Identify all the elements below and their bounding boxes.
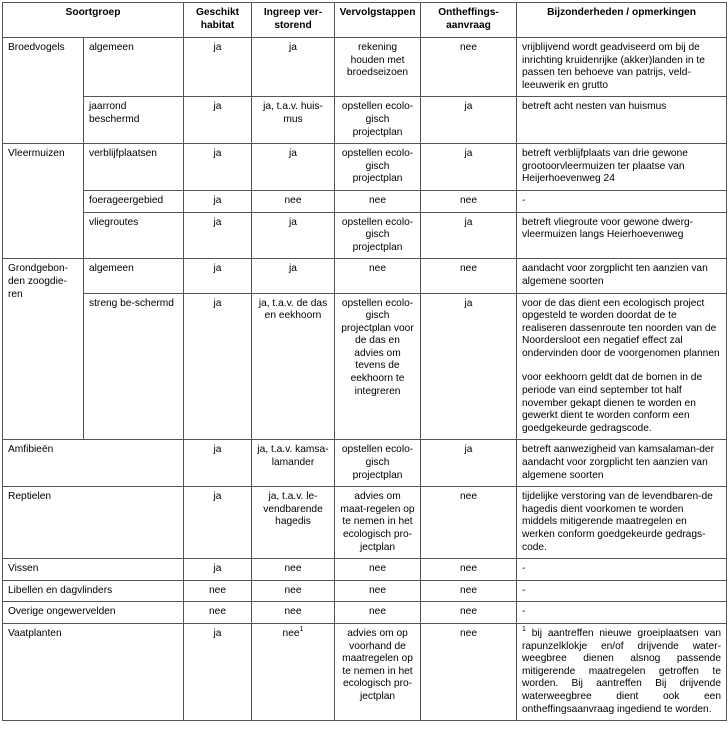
cell-opmerking: betreft acht nesten van huismus — [517, 97, 727, 144]
header-vervolgstappen: Vervolgstappen — [335, 3, 421, 38]
cell-opmerking — [517, 623, 727, 720]
opmerking-zorgplicht: aandacht voor zorgplicht ten aanzien van algemene soorten — [522, 457, 708, 481]
table-row — [3, 144, 727, 191]
cell-ingreep: ja, t.a.v. de das en eekhoorn — [252, 293, 335, 440]
cell-opmerking: aandacht voor zorgplicht ten aanzien van algemene soorten — [517, 259, 727, 293]
cell-ingreep: ja — [252, 212, 335, 259]
cell-habitat: nee — [184, 602, 252, 624]
footnote-marker: 1 — [299, 625, 304, 633]
table-row — [3, 580, 727, 602]
cell-ontheffing: nee — [421, 38, 517, 97]
header-bijzonderheden: Bijzonderheden / opmerkingen — [517, 3, 727, 38]
group-broedvogels: Broedvogels — [3, 38, 84, 144]
cell-habitat: ja — [184, 293, 252, 440]
cell-vervolg: nee — [335, 559, 421, 581]
cell-ingreep: ja, t.a.v. huis-mus — [252, 97, 335, 144]
cell-ingreep: ja — [252, 38, 335, 97]
table-row — [3, 440, 727, 487]
group-vleermuizen: Vleermuizen — [3, 144, 84, 259]
cell-ingreep — [252, 623, 335, 720]
sub-streng-beschermd: streng be-schermd — [84, 293, 184, 440]
opmerking-kamsalamander: betreft aanwezigheid van kamsalaman-der — [522, 444, 714, 456]
cell-ontheffing: ja — [421, 440, 517, 487]
cell-habitat: ja — [184, 144, 252, 191]
cell-opmerking — [517, 293, 727, 440]
cell-vervolg: opstellen ecolo-gisch projectplan — [335, 97, 421, 144]
cell-vervolg: opstellen ecolo-gisch projectplan voor de das en advies om tevens de eekhoorn te integreren — [335, 293, 421, 440]
group-reptielen: Reptielen — [3, 487, 184, 559]
group-libellen-dagvlinders: Libellen en dagvlinders — [3, 580, 184, 602]
table-row — [3, 212, 727, 259]
header-soortgroep: Soortgroep — [3, 3, 184, 38]
cell-ontheffing: nee — [421, 190, 517, 212]
table-row — [3, 97, 727, 144]
group-vaatplanten: Vaatplanten — [3, 623, 184, 720]
opmerking-eekhoorn: voor eekhoorn geldt dat de bomen in de periode van eind september tot half november gekapt dienen te worden en gewerkt dient te worden conform een goedgekeurde gedragscode. — [522, 372, 703, 434]
cell-ingreep: ja — [252, 144, 335, 191]
cell-vervolg: nee — [335, 190, 421, 212]
header-ingreep-verstorend: Ingreep ver-storend — [252, 3, 335, 38]
footnote-text: bij aantreffen nieuwe groeiplaatsen van rapunzelklokje en/of drijvende water-weegbree dienen alsnog passende mitigerende maatregelen getroffen te worden. Bij aantreffen Bij drijvende waterweegbree dient ook een ontheffingsaanvraag ingediend te worden. — [522, 627, 721, 715]
footnote-marker: 1 — [522, 625, 526, 633]
table-row — [3, 487, 727, 559]
header-row — [3, 3, 727, 38]
cell-vervolg: opstellen ecolo-gisch projectplan — [335, 212, 421, 259]
sub-vliegroutes: vliegroutes — [84, 212, 184, 259]
cell-ontheffing: nee — [421, 487, 517, 559]
table-row — [3, 38, 727, 97]
group-amfibieen: Amfibieën — [3, 440, 184, 487]
cell-vervolg: nee — [335, 580, 421, 602]
cell-ontheffing: nee — [421, 259, 517, 293]
group-vissen: Vissen — [3, 559, 184, 581]
cell-ingreep: nee — [252, 559, 335, 581]
cell-habitat: ja — [184, 440, 252, 487]
table-row — [3, 259, 727, 293]
cell-vervolg: nee — [335, 259, 421, 293]
cell-ontheffing: nee — [421, 559, 517, 581]
cell-ingreep: nee — [252, 580, 335, 602]
header-ontheffingsaanvraag: Ontheffings-aanvraag — [421, 3, 517, 38]
cell-ingreep: ja, t.a.v. le-vendbarende hagedis — [252, 487, 335, 559]
cell-opmerking: vrijblijvend wordt geadviseerd om bij de inrichting kruidenrijke (akker)landen in te passen ten behoeve van patrijs, veld-leeuwerik en grutto — [517, 38, 727, 97]
sub-algemeen: algemeen — [84, 38, 184, 97]
cell-opmerking: betreft verblijfplaats van drie gewone grootoorvleermuizen ter plaatse van Heijerhoevenweg 24 — [517, 144, 727, 191]
group-grondgebonden-zoogdieren: Grondgebon-den zoogdie-ren — [3, 259, 84, 440]
sub-verblijfplaatsen: verblijfplaatsen — [84, 144, 184, 191]
table-row — [3, 293, 727, 440]
cell-ingreep: nee — [252, 602, 335, 624]
cell-habitat: ja — [184, 97, 252, 144]
sub-foerageergebied: foerageergebied — [84, 190, 184, 212]
sub-algemeen: algemeen — [84, 259, 184, 293]
sub-jaarrond-beschermd: jaarrond beschermd — [84, 97, 184, 144]
cell-ontheffing: nee — [421, 602, 517, 624]
cell-opmerking: tijdelijke verstoring van de levendbaren-de hagedis dient voorkomen te worden middels mitigerende maatregelen en werken conform goedgekeurde gedrags-code. — [517, 487, 727, 559]
cell-opmerking — [517, 440, 727, 487]
cell-ontheffing: ja — [421, 144, 517, 191]
cell-opmerking: - — [517, 559, 727, 581]
table-row — [3, 623, 727, 720]
cell-ontheffing: nee — [421, 580, 517, 602]
opmerking-das: voor de das dient een ecologisch project opgesteld te worden doordat de te realiseren dassenroute ten noorden van de Noordersloot een negatief effect zal ondervinden door de voorgenomen plannen — [522, 297, 720, 359]
table-row — [3, 559, 727, 581]
cell-habitat: ja — [184, 623, 252, 720]
cell-ontheffing: ja — [421, 293, 517, 440]
cell-vervolg: opstellen ecolo-gisch projectplan — [335, 144, 421, 191]
cell-habitat: nee — [184, 580, 252, 602]
cell-habitat: ja — [184, 487, 252, 559]
cell-habitat: ja — [184, 190, 252, 212]
cell-habitat: ja — [184, 259, 252, 293]
cell-ontheffing: ja — [421, 212, 517, 259]
table-row — [3, 190, 727, 212]
cell-opmerking: betreft vliegroute voor gewone dwerg-vleermuizen langs Heierhoevenweg — [517, 212, 727, 259]
ingreep-value: nee — [282, 627, 300, 639]
cell-vervolg: advies om maat-regelen op te nemen in het ecologisch pro-jectplan — [335, 487, 421, 559]
header-geschikt-habitat: Geschikt habitat — [184, 3, 252, 38]
cell-vervolg: opstellen ecolo-gisch projectplan — [335, 440, 421, 487]
cell-ingreep: nee — [252, 190, 335, 212]
cell-ingreep: ja, t.a.v. kamsa-lamander — [252, 440, 335, 487]
cell-vervolg: advies om op voorhand de maatregelen op te nemen in het ecologisch pro-jectplan — [335, 623, 421, 720]
cell-vervolg: nee — [335, 602, 421, 624]
cell-habitat: ja — [184, 38, 252, 97]
group-overige-ongewervelden: Overige ongewervelden — [3, 602, 184, 624]
cell-habitat: ja — [184, 559, 252, 581]
table-row — [3, 602, 727, 624]
soortgroep-table — [2, 2, 727, 721]
cell-ontheffing: nee — [421, 623, 517, 720]
cell-opmerking: - — [517, 602, 727, 624]
cell-opmerking: - — [517, 190, 727, 212]
cell-opmerking: - — [517, 580, 727, 602]
cell-ontheffing: ja — [421, 97, 517, 144]
cell-ingreep: ja — [252, 259, 335, 293]
cell-habitat: ja — [184, 212, 252, 259]
cell-vervolg: rekening houden met broedseizoen — [335, 38, 421, 97]
